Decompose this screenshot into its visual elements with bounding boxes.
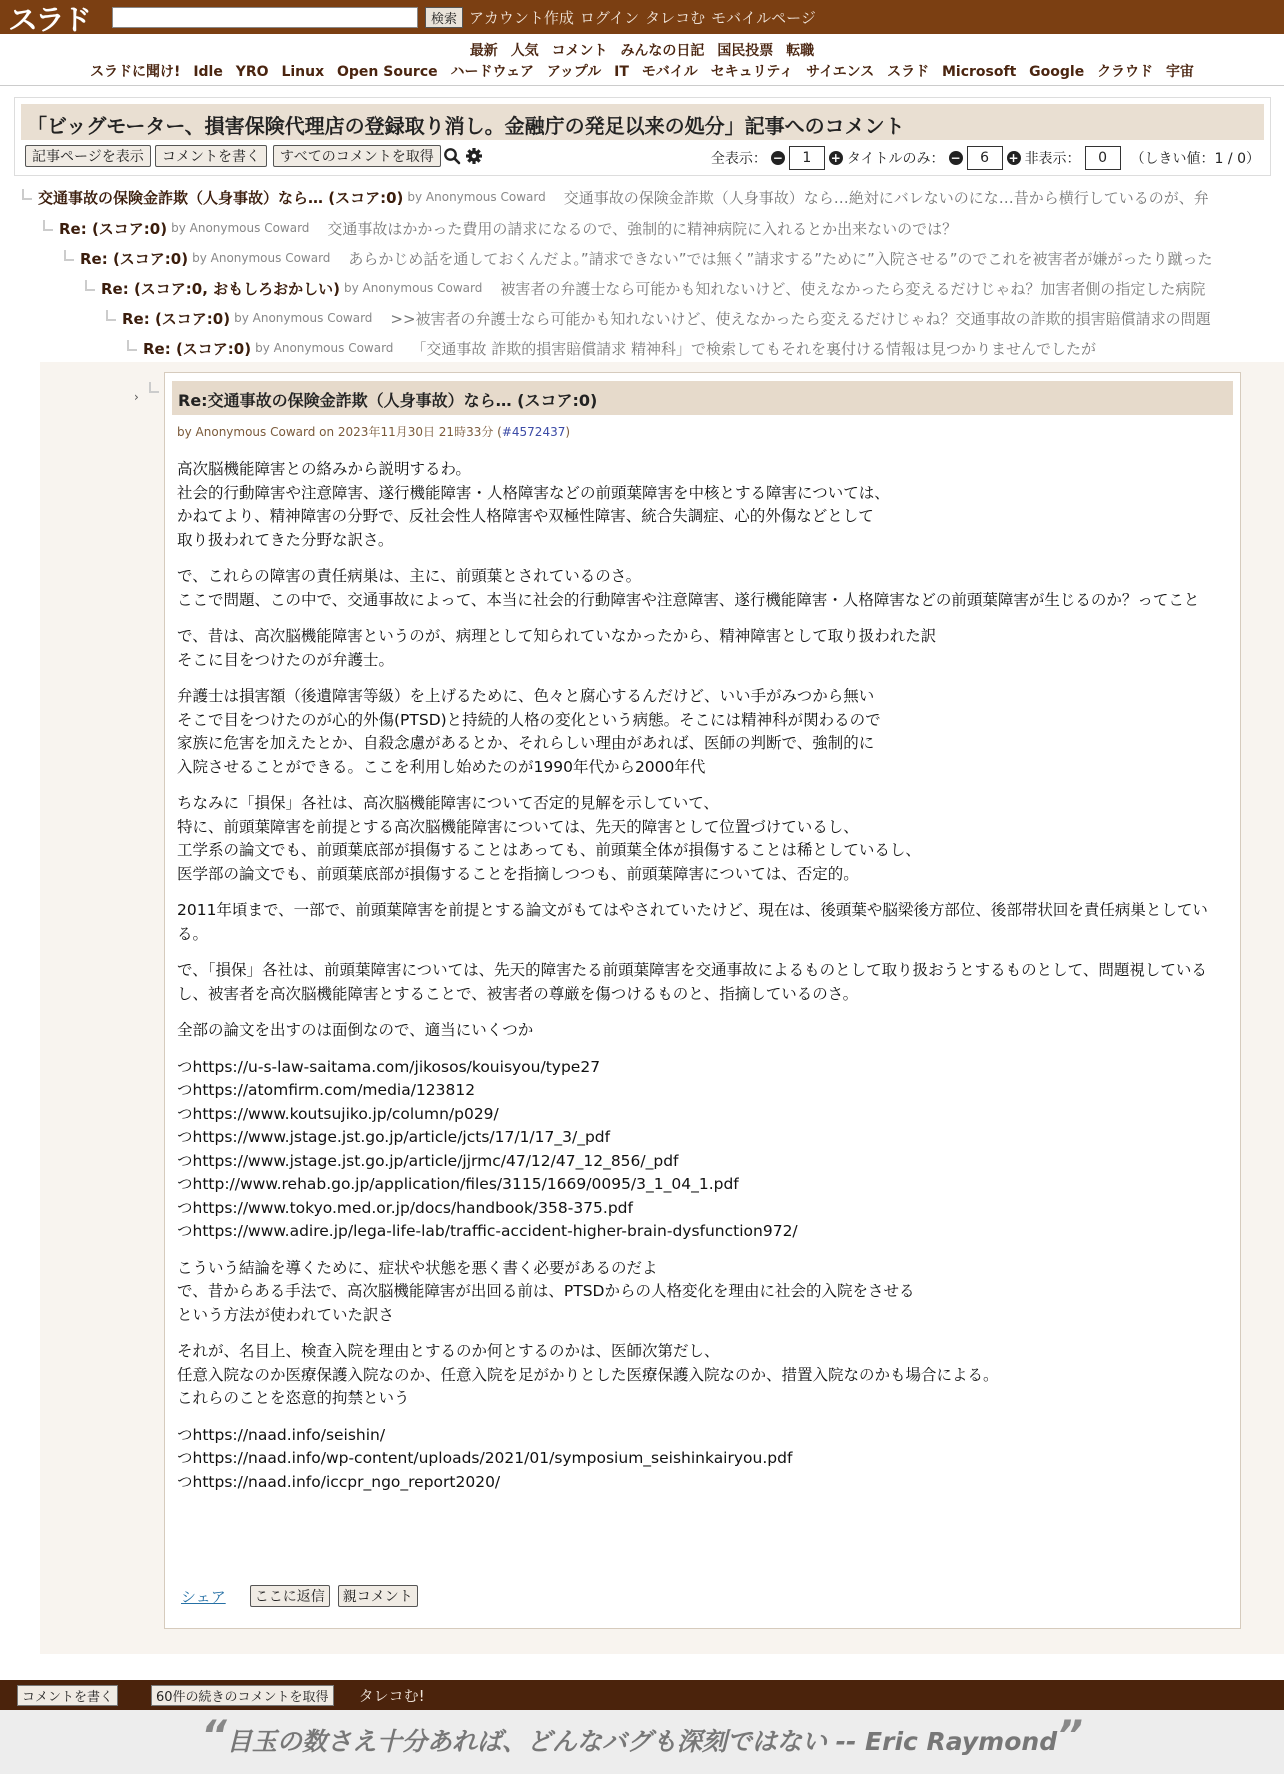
thread-author: by Anonymous Coward [171, 221, 310, 235]
thread-connector [43, 220, 53, 231]
search-icon[interactable] [443, 147, 461, 165]
comment-line: で、昔からある手法で、高次脳機能障害が出回る前は、PTSDからの人格変化を理由に社会的入院をさせる [177, 1282, 915, 1300]
share-link[interactable]: シェア [181, 1587, 226, 1606]
comment-paragraph [177, 899, 1227, 946]
comment-line: こういう結論を導くために、症状や状態を悪く書く必要があるのだよ [177, 1258, 658, 1277]
search-button[interactable]: 検索 [425, 7, 463, 28]
comment-link-line: つhttps://www.tokyo.med.or.jp/docs/handbook/358-375.pdf [177, 1198, 633, 1217]
page-title: 「ビッグモーター、損害保険代理店の登録取り消し。金融庁の発足以来の処分」記事へのコメント [21, 104, 1264, 140]
footer-write-comment-button[interactable]: コメントを書く [17, 1685, 118, 1706]
comment-line: 2011年頃まで、一部で、前頭葉障害を前提とする論文がもてはやされていたけど、現在は、後頭葉や脳梁後方部位、後部帯状回を責任病巣としている。 [177, 901, 1208, 943]
comment-title[interactable]: Re:交通事故の保険金詐欺（人身事故）なら… (スコア:0) [172, 381, 1233, 415]
minus-icon[interactable]: − [772, 151, 783, 165]
nav-section[interactable]: クラウド [1097, 64, 1154, 80]
close-quote-icon: ” [1057, 1713, 1083, 1759]
nav-section[interactable]: Google [1029, 64, 1085, 80]
thread-title[interactable]: Re: (スコア:0) [122, 309, 231, 328]
nav-section[interactable]: Open Source [337, 64, 438, 80]
comment-line: それが、名目上、検査入院を理由とするのか何とするのかは、医師次第だし、 [177, 1342, 720, 1360]
thread-snippet: >>被害者の弁護士なら可能かも知れないけど、使えなかったら変えるだけじゃね？交通事故の詐欺的損害賠償請求の問題 [390, 309, 1211, 328]
nav-jobs[interactable]: 転職 [786, 43, 815, 59]
thread-row[interactable] [22, 185, 1262, 209]
comment-link-line: つhttps://naad.info/iccpr_ngo_report2020/ [177, 1472, 501, 1491]
comment-line: ここで問題、この中で、交通事故によって、本当に社会的行動障害や注意障害、遂行機能障害・人格障害などの前頭葉障害が生じるのか？ってこと [177, 590, 1200, 609]
comment-author-date: by Anonymous Coward on 2023年11月30日 21時33分 ( [177, 425, 502, 439]
divider [0, 85, 1284, 86]
site-logo[interactable] [0, 0, 104, 37]
comment-paragraph [177, 959, 1227, 1006]
comment-line: という方法が使われていた訳さ [177, 1305, 395, 1324]
comment-link-line: つhttps://www.adire.jp/lega-life-lab/traffic-accident-higher-brain-dysfunction972/ [177, 1222, 798, 1240]
footer-bar [0, 1680, 1284, 1710]
nav-section[interactable]: セキュリティ [710, 64, 794, 80]
nav-section[interactable]: モバイル [641, 64, 698, 80]
comment-paragraph [177, 565, 1227, 612]
nav-popular[interactable]: 人気 [510, 43, 539, 59]
comment-line: 弁護士は損害額（後遺障害等級）を上げるために、色々と腐心するんだけど、いい手がみつから無い [177, 687, 875, 705]
comment-link-line: つhttp://www.rehab.go.jp/application/files/3115/1669/0095/3_1_04_1.pdf [177, 1175, 739, 1193]
comment-paragraph [177, 792, 1227, 886]
thread-connector [106, 310, 116, 321]
top-bar [0, 0, 1284, 37]
thread-snippet: 交通事故はかかった費用の請求になるので、強制的に精神病院に入れるとか出来ないのでは？ [327, 219, 958, 238]
quote-text: 目玉の数さえ十分あれば、どんなバグも深刻ではない -- Eric Raymond [226, 1727, 1058, 1756]
footer-quote [201, 1713, 1083, 1759]
thread-author: by Anonymous Coward [344, 281, 483, 295]
threshold-controls [711, 146, 1260, 170]
link-mobile-page[interactable]: モバイルページ [711, 8, 816, 27]
comment-line: で、これらの障害の責任病巣は、主に、前頭葉とされているのさ。 [177, 567, 642, 585]
nav-section[interactable]: Linux [281, 64, 325, 80]
thread-title[interactable]: Re: (スコア:0) [59, 219, 168, 238]
comment-paragraph [177, 625, 1227, 672]
comment-line: 任意入院なのか医療保護入院なのか、任意入院を足がかりとした医療保護入院なのか、措置入院なのかも場合による。 [177, 1365, 999, 1384]
thread-title[interactable]: Re: (スコア:0, おもしろおかしい) [101, 279, 341, 298]
comment-line: 高次脳機能障害との絡みから説明するわ。 [177, 460, 471, 478]
comment-meta-close: ) [565, 425, 571, 439]
reply-button[interactable]: ここに返信 [250, 1585, 330, 1607]
comment-link-line: つhttps://naad.info/wp-content/uploads/2021/01/symposium_seishinkairyou.pdf [177, 1449, 793, 1467]
comment-link-line: つhttps://www.jstage.jst.go.jp/article/jjrmc/47/12/47_12_856/_pdf [177, 1151, 679, 1170]
comment-line: 特に、前頭葉障害を前提とする高次脳機能障害については、先天的障害として位置づけているし、 [177, 817, 859, 836]
full-label: 全表示： [710, 151, 767, 167]
parent-comment-button[interactable]: 親コメント [338, 1585, 418, 1607]
plus-icon[interactable]: + [1008, 151, 1019, 165]
comment-id-link[interactable]: #4572437 [501, 425, 566, 439]
comment-actions [181, 1585, 426, 1607]
thread-title[interactable]: Re: (スコア:0) [80, 249, 189, 268]
thread-title[interactable]: 交通事故の保険金詐欺（人身事故）なら… (スコア:0) [38, 188, 404, 207]
link-tarekomu[interactable]: タレコむ [645, 8, 706, 27]
thread-author: by Anonymous Coward [407, 190, 546, 204]
comment-line: そこで目をつけたのが心的外傷(PTSD)と持続的人格の変化という病態。そこには精神科が関わるので [177, 710, 881, 729]
thread-row[interactable] [127, 336, 1262, 360]
comment-paragraph [177, 1019, 1227, 1043]
comment-body [177, 458, 1227, 1507]
gear-icon[interactable] [465, 147, 483, 165]
thread-snippet: あらかじめ話を通しておくんだよ。”請求できない”では無く”請求する”ために”入院させる”のでこれを被害者が嫌がったり蹴った [348, 249, 1213, 268]
thread-snippet: 交通事故の保険金詐欺（人身事故）なら…絶対にバレないのにな…昔から横行しているのが、弁 [563, 188, 1209, 207]
comment-line: これらのことを恣意的拘禁という [177, 1389, 410, 1407]
thread-connector [85, 280, 95, 291]
full-threshold-input[interactable]: 1 [789, 146, 825, 170]
comment-line: 医学部の論文でも、前頭葉底部が損傷することを指摘しつつも、前頭葉障害については、否定的。 [177, 864, 859, 883]
comment-line: そこに目をつけたのが弁護士。 [177, 650, 395, 669]
thread-author: by Anonymous Coward [255, 341, 394, 355]
primary-nav [0, 40, 1284, 60]
get-all-comments-button[interactable]: すべてのコメントを取得 [273, 145, 441, 167]
thread-snippet: 「交通事故 詐欺的損害賠償請求 精神科」で検索してもそれを裏付ける情報は見つかりませんでしたが [411, 339, 1096, 358]
thread-title[interactable]: Re: (スコア:0) [143, 339, 252, 358]
comment-link-line: つhttps://naad.info/seishin/ [177, 1425, 386, 1444]
comment-line: 家族に危害を加えたとか、自殺念慮があるとか、それらしい理由があれば、医師の判断で、強制的に [177, 734, 875, 752]
hidden-threshold-input[interactable]: 0 [1085, 146, 1121, 170]
hidden-label: 非表示： [1024, 151, 1081, 167]
nav-section[interactable]: IT [614, 64, 629, 80]
search-input[interactable] [112, 7, 418, 28]
nav-section[interactable]: YRO [235, 64, 269, 80]
load-more-comments-button[interactable]: 60件の続きのコメントを取得 [151, 1685, 334, 1706]
thread-connector [149, 382, 159, 393]
comment-paragraph [177, 1056, 1227, 1244]
collapse-arrow-icon[interactable]: › [134, 390, 139, 404]
comments-header [14, 97, 1271, 176]
comment-line: 社会的行動障害や注意障害、遂行機能障害・人格障害などの前頭葉障害を中核とする障害については、 [177, 483, 890, 502]
title-only-label: タイトルのみ： [846, 151, 945, 167]
comment-line: で、「損保」各社は、前頭葉障害については、先天的障害たる前頭葉障害を交通事故によるものとして取り扱おうとするものとして、問題視しているし、被害者を高次脳機能障害とすることで、被害者の尊厳を傷つけるものと、指摘しているのさ。 [177, 961, 1207, 1003]
nav-comments[interactable]: コメント [551, 43, 608, 59]
nav-section[interactable]: サイエンス [806, 64, 875, 80]
comment-paragraph [177, 1257, 1227, 1328]
comment-paragraph [177, 1424, 1227, 1495]
comment-line: 工学系の論文でも、前頭葉底部が損傷することはあっても、前頭葉全体が損傷することは稀としているし、 [177, 841, 921, 859]
link-create-account[interactable]: アカウント作成 [469, 8, 574, 27]
comment-line: 入院させることができる。ここを利用し始めたのが1990年代から2000年代 [177, 757, 706, 776]
nav-section[interactable]: ハードウェア [450, 64, 534, 80]
nav-section[interactable]: Idle [193, 64, 223, 80]
comment-meta [177, 423, 570, 440]
thread-connector [22, 189, 32, 200]
comment-paragraph [177, 458, 1227, 552]
nav-section[interactable]: 宇宙 [1165, 64, 1194, 80]
comment-paragraph [177, 685, 1227, 779]
comment-link-line: つhttps://u-s-law-saitama.com/jikosos/kouisyou/type27 [177, 1057, 601, 1076]
nav-journals[interactable]: みんなの日記 [620, 43, 705, 59]
link-login[interactable]: ログイン [579, 8, 640, 27]
logo-text: スラド [8, 3, 89, 37]
minus-icon[interactable]: − [950, 151, 961, 165]
thread-connector [64, 250, 74, 261]
quote-footer [0, 1710, 1284, 1774]
comment-paragraph [177, 1340, 1227, 1411]
write-comment-button[interactable]: コメントを書く [155, 145, 267, 167]
thread-author: by Anonymous Coward [234, 311, 373, 325]
thread-author: by Anonymous Coward [192, 251, 331, 265]
nav-section[interactable]: Microsoft [941, 64, 1017, 80]
thread-snippet: 被害者の弁護士なら可能かも知れないけど、使えなかったら変えるだけじゃね？加害者側の指定した病院 [500, 279, 1206, 298]
nav-section[interactable]: スラドに聞け! [90, 64, 181, 80]
nav-section[interactable]: アップル [546, 64, 602, 80]
nav-latest[interactable]: 最新 [469, 43, 498, 59]
footer-tarekomu-link[interactable]: タレコむ! [358, 1686, 425, 1705]
plus-icon[interactable]: + [830, 151, 841, 165]
comment-link-line: つhttps://atomfirm.com/media/123812 [177, 1081, 476, 1099]
view-article-button[interactable]: 記事ページを表示 [25, 145, 151, 167]
comment-line: かねてより、精神障害の分野で、反社会性人格障害や双極性障害、統合失調症、心的外傷などとして [177, 507, 874, 525]
thread-row[interactable] [43, 216, 1262, 240]
comment-line: 全部の論文を出すのは面倒なので、適当にいくつか [177, 1021, 534, 1039]
comment-line: ちなみに「損保」各社は、高次脳機能障害について否定的見解を示していて、 [177, 794, 719, 812]
thread-row[interactable] [85, 276, 1262, 300]
nav-polls[interactable]: 国民投票 [717, 43, 774, 59]
title-only-threshold-input[interactable]: 6 [967, 146, 1003, 170]
thread-connector [127, 340, 137, 351]
thread-row[interactable] [64, 246, 1262, 270]
comment-line: 取り扱われてきた分野な訳さ。 [177, 530, 394, 549]
top-links [469, 7, 822, 28]
open-quote-icon: “ [201, 1713, 227, 1759]
section-nav [0, 61, 1284, 81]
threshold-note: （しきい値：1 / 0） [1130, 151, 1260, 167]
comment-line: で、昔は、高次脳機能障害というのが、病理として知られていなかったから、精神障害として取り扱われた訳 [177, 627, 937, 645]
thread-row[interactable] [106, 306, 1262, 330]
comment [164, 372, 1241, 1629]
nav-section[interactable]: スラド [887, 64, 930, 80]
comment-link-line: つhttps://www.koutsujiko.jp/column/p029/ [177, 1104, 499, 1123]
comment-link-line: つhttps://www.jstage.jst.go.jp/article/jcts/17/1/17_3/_pdf [177, 1128, 611, 1146]
